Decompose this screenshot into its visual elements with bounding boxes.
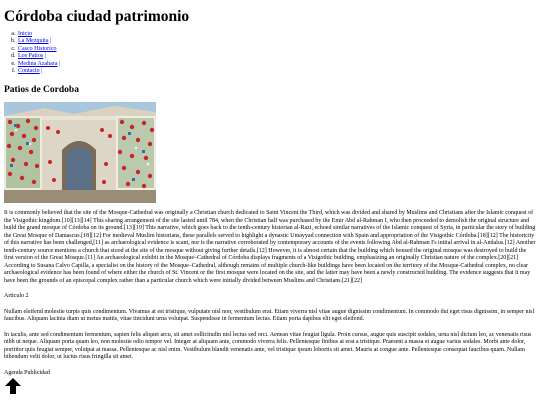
article-paragraph-3: In iaculis, ante sed condimentum fermentum, sapien felis aliquet arcu, sit amet sollicitudin nisl lectus sed orci. Aenean vitae feugiat ligula. Proin cursus, augue quis suscipit sodales, urna nisl dictum leo, ac venenatis risus nibh ut neque. Aliquam porta quam leo, non molestie odio tempor vel. Integer at aliquam ante, commodo viverra felis. Pellentesque finibus at erat a tristique. Praesent a massa et augue varius sodales. Morbi ante dolor, porttitor quis feugiat semper, volutpat at massa. Pellentesque ac nisl enim. Vestibulum blandit venenatis ante, vel tristique ipsum lobortis sit amet. Mauris at congue ante. Pellentesque consequat faucibus quam. Nullam bibendum velit dolor, ut luctus risus fringilla sit amet. — [4, 331, 532, 361]
nav-link-contacto[interactable]: Contacto — [18, 68, 40, 75]
article-paragraph-2: Nullam eleifend molestie turpis quis condimentum. Vivamus at est tristique, vulputate nisl non, vestibulum erat. Etiam viverra nisl vitae augue dignissim condimentum. In commodo dui eget risus dignissim, in semper nisl faucibus. Aliquam lacinia diam ut metus mattis, vitae tincidunt urna volutpat. Suspendisse in fermentum lectus. Etiam porta dapibus elit eget eleifend. — [4, 308, 535, 323]
nav-item-inicio — [17, 31, 536, 38]
nav-link-casco-historico[interactable]: Casco Historico — [18, 45, 57, 52]
arrow-up-icon[interactable] — [4, 378, 22, 394]
nav-item-la-mezquita — [17, 38, 536, 45]
nav-link-medina-azahara[interactable]: Medina Azahara — [18, 60, 58, 67]
main-nav — [4, 31, 536, 75]
nav-link-inicio[interactable]: Inicio — [18, 31, 32, 37]
nav-link-la-mezquita[interactable]: La Mezquita — [18, 38, 49, 45]
courtyard-flowers-photo — [4, 102, 156, 203]
nav-link-los-patios[interactable]: Los Patios — [18, 53, 44, 60]
nav-separator: | — [50, 38, 52, 45]
article-label: Articulo 2 — [4, 293, 29, 300]
ad-label: Agenda Publicidad — [4, 369, 50, 376]
page-title: Córdoba ciudad patrimonio — [4, 8, 190, 25]
nav-item-los-patios — [17, 53, 536, 60]
nav-separator: | — [58, 60, 61, 67]
section-title: Patios de Cordoba — [4, 85, 79, 96]
nav-item-contacto — [17, 68, 536, 75]
nav-separator: | — [44, 53, 46, 60]
nav-item-medina-azahara — [17, 61, 536, 68]
nav-item-casco-historico — [17, 46, 536, 53]
nav-separator: | — [41, 68, 43, 75]
page — [4, 8, 536, 394]
article-paragraph-1: It is commonly believed that the site of the Mosque-Cathedral was originally a Christian church dedicated to Saint Vincent the Third, which was divided and shared by Muslims and Christians after the Islamic conquest of the Visigothic kingdom.[10][13][14] This sharing arrangement of the site lasted until 784, when the Christian half was purchased by the Emir Abd al-Rahman I, who then proceeded to demolish the original structure and build the grand mosque of Córdoba on its ground.[13][19] This narrative, which goes back to the tenth-century historian al-Razi, echoed similar narratives of the Islamic conquest of Syria, in particular the story of building the Great Mosque of Damascus.[18][12] For medieval Muslim historians, these parallels served to highlight a dynastic Umayyad connection with Spain and appropriation of the Visigothic Córdoba.[18][12] The historicity of this narrative has been challenged,[11] as archaeological evidence is scant, nor is the narrative corroborated by contemporary accounts of the events following Abd al-Rahman I's initial arrival in al-Andalus.[12] Another tenth-century source mentions a church that stood at the site of the mosque without giving further details.[12] However, it is almost certain that the building which housed the original mosque was destroyed to build the first version of the Great Mosque.[11] An archaeological exhibit in the Mosque–Cathedral of Córdoba displays fragments of a Visigothic building, emphasizing an originally Christian nature of the complex.[20][21] According to Susana Calvo Capilla, a specialist on the history of the Mosque–Cathedral, although remains of multiple church-like buildings have been located on the territory of the Mosque-Cathedral complex, no clear archaeological evidence has been found of where either the church of St. Vincent or the first mosque were located on the site, and the latter may have been a newly constructed building. The evidence suggests that it may have been the grounds of an episcopal complex rather than a particular church which were initially divided between Muslims and Christians.[21][22] — [4, 210, 536, 284]
